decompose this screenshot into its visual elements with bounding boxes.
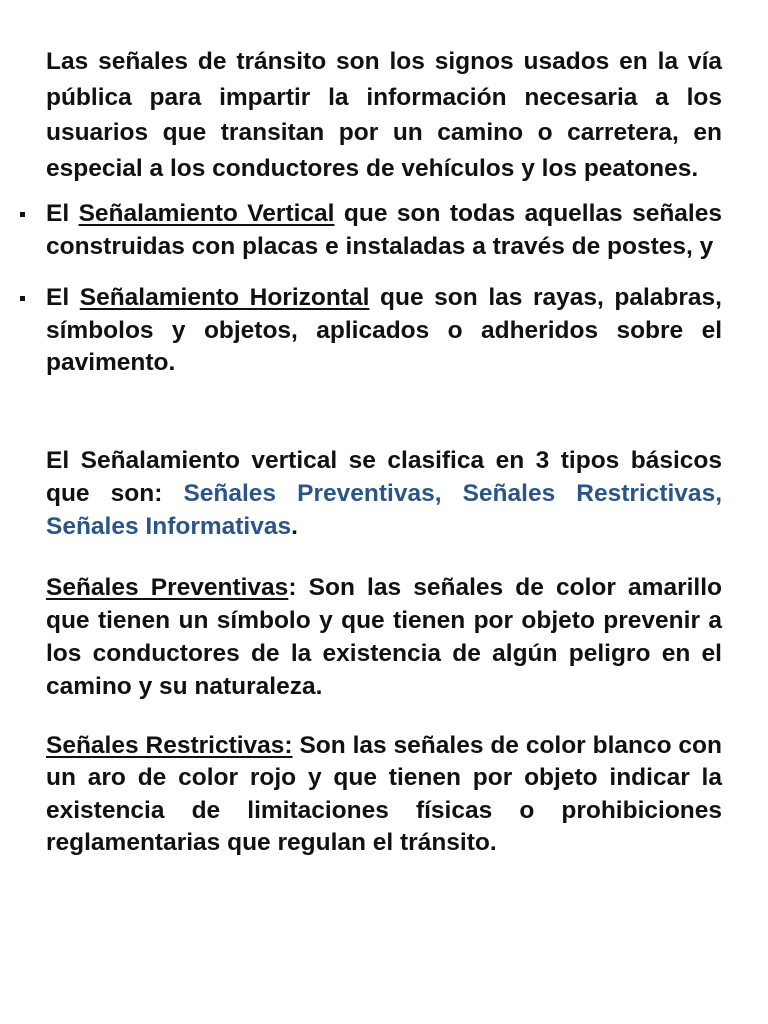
list-item-vertical	[46, 198, 722, 263]
term-vertical: Señalamiento Vertical	[78, 200, 335, 227]
bullet-square-icon	[20, 212, 25, 217]
restrictivas-text: Son las señales de color blanco con un aro de color rojo y que tienen por objeto indicar la existencia de limitaciones físicas o prohibiciones reglamentarias que regulan el tránsito.	[46, 731, 722, 856]
list-item-horizontal	[46, 282, 722, 380]
bullet-text: que son las rayas, palabras, símbolos y objetos, aplicados o adheridos sobre el pavimento.	[46, 284, 722, 376]
bullet-square-icon	[20, 296, 25, 301]
bullet-prefix: El	[46, 200, 79, 227]
classification-lead: El Señalamiento vertical se clasifica en 3 tipos básicos que son:	[46, 446, 722, 507]
term-horizontal: Señalamiento Horizontal	[79, 284, 370, 311]
classification-types: Señales Preventivas, Señales Restrictivas, Señales Informativas	[46, 479, 722, 540]
preventivas-colon: :	[288, 573, 297, 601]
document-page	[46, 44, 722, 860]
restrictivas-paragraph	[46, 730, 722, 860]
intro-paragraph: Las señales de tránsito son los signos usados en la vía pública para impartir la información necesaria a los usuarios que transitan por un camino o carretera, en especial a los conductores de vehículos y los peatones.	[46, 48, 722, 182]
preventivas-text: Son las señales de color amarillo que tienen un símbolo y que tienen por objeto prevenir a los conductores de la existencia de algún peligro en el camino y su naturaleza.	[46, 573, 722, 700]
signage-types-list	[46, 198, 722, 380]
term-preventivas: Señales Preventivas	[46, 573, 289, 601]
bullet-prefix: El	[46, 284, 80, 311]
term-restrictivas: Señales Restrictivas:	[46, 731, 293, 759]
preventivas-paragraph	[46, 571, 722, 703]
classification-end: .	[291, 512, 298, 540]
classification-paragraph	[46, 444, 722, 543]
bullet-text: que son todas aquellas señales construidas con placas e instaladas a través de postes, y	[46, 200, 722, 260]
